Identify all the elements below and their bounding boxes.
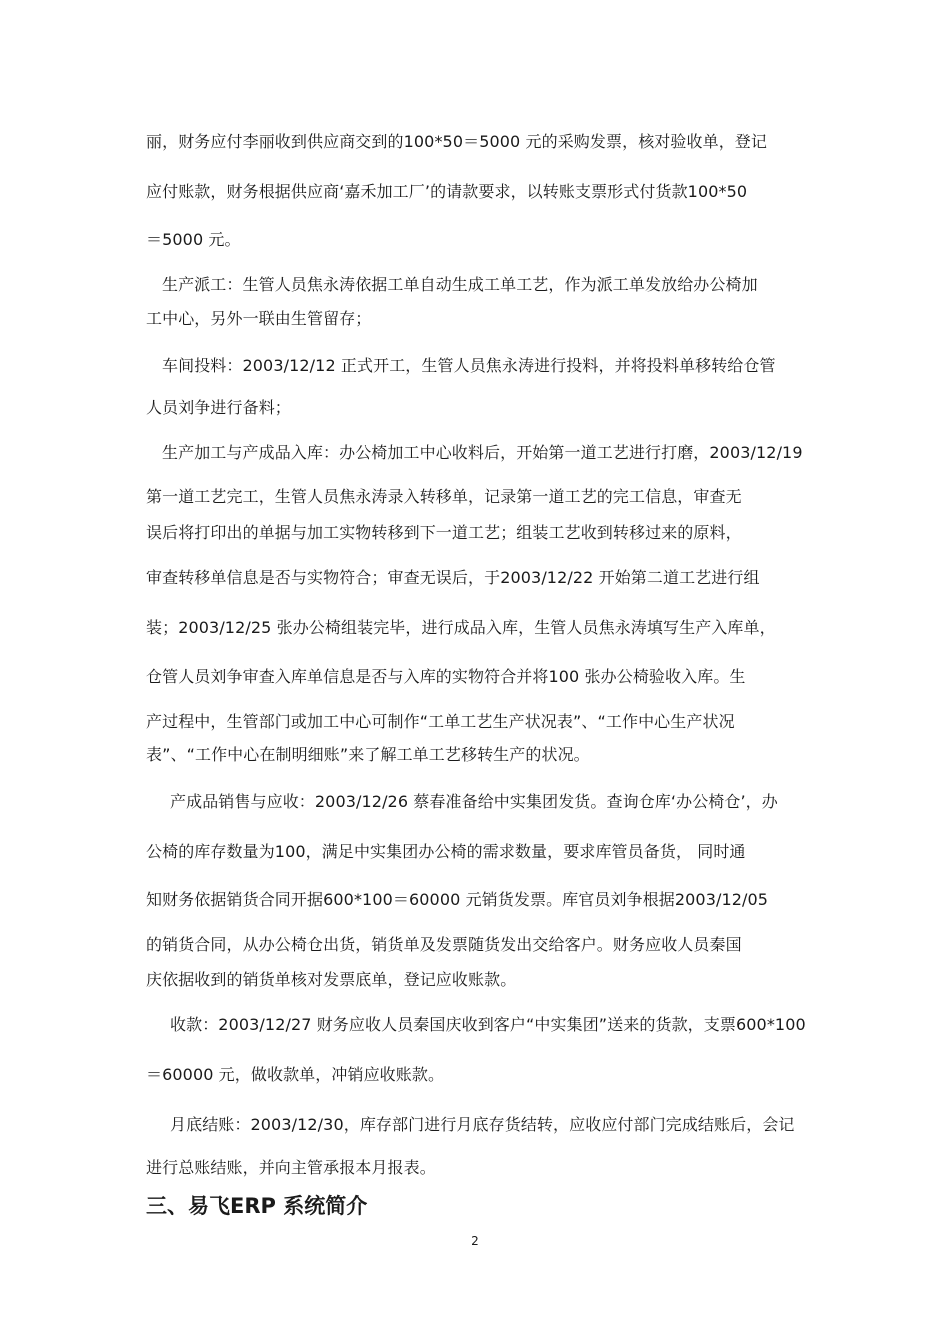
text-line: 丽，财务应付李丽收到供应商交到的100*50＝5000 元的采购发票，核对验收单，登记 (146, 132, 768, 151)
text-line: 的销货合同，从办公椅仓出货，销货单及发票随货发出交给客户。财务应收人员秦国 (146, 935, 742, 954)
text-line: 收款：2003/12/27 财务应收人员秦国庆收到客户“中实集团”送来的货款，支票600*100 (170, 1015, 806, 1034)
text-line: 公椅的库存数量为100，满足中实集团办公椅的需求数量，要求库管员备货， 同时通 (146, 842, 746, 861)
text-line: 审查转移单信息是否与实物符合；审查无误后，于2003/12/22 开始第二道工艺进行组 (146, 568, 760, 587)
text-line: 第一道工艺完工，生管人员焦永涛录入转移单，记录第一道工艺的完工信息，审查无 (146, 487, 742, 506)
section-heading: 三、易飞ERP 系统简介 (146, 1194, 368, 1218)
text-line: 月底结账：2003/12/30，库存部门进行月底存货结转，应收应付部门完成结账后，会记 (170, 1115, 795, 1134)
text-line: 庆依据收到的销货单核对发票底单，登记应收账款。 (146, 970, 517, 989)
text-line: 人员刘争进行备料； (146, 398, 291, 417)
text-line: 应付账款，财务根据供应商‘嘉禾加工厂’的请款要求，以转账支票形式付货款100*50 (146, 182, 748, 201)
text-line: 进行总账结账，并向主管承报本月报表。 (146, 1158, 436, 1177)
text-line: 工中心，另外一联由生管留存； (146, 309, 372, 328)
text-line: 车间投料：2003/12/12 正式开工，生管人员焦永涛进行投料，并将投料单移转给仓管 (162, 356, 776, 375)
text-line: 知财务依据销货合同开据600*100＝60000 元销货发票。库官员刘争根据2003/12/05 (146, 890, 769, 909)
text-line: 产过程中，生管部门或加工中心可制作“工单工艺生产状况表”、“工作中心生产状况 (146, 712, 735, 731)
text-line: 装；2003/12/25 张办公椅组装完毕，进行成品入库，生管人员焦永涛填写生产入库单， (146, 618, 776, 637)
page-number: 2 (471, 1234, 479, 1248)
text-line: ＝60000 元，做收款单，冲销应收账款。 (146, 1065, 445, 1084)
text-line: 生产加工与产成品入库：办公椅加工中心收料后，开始第一道工艺进行打磨，2003/12/19 (162, 443, 803, 462)
text-line: 仓管人员刘争审查入库单信息是否与入库的实物符合并将100 张办公椅验收入库。生 (146, 667, 746, 686)
text-line: ＝5000 元。 (146, 230, 241, 249)
text-line: 表”、“工作中心在制明细账”来了解工单工艺移转生产的状况。 (146, 745, 590, 764)
text-line: 误后将打印出的单据与加工实物转移到下一道工艺；组装工艺收到转移过来的原料， (146, 523, 742, 542)
text-line: 生产派工：生管人员焦永涛依据工单自动生成工单工艺，作为派工单发放给办公椅加 (162, 275, 758, 294)
text-line: 产成品销售与应收：2003/12/26 蔡春准备给中实集团发货。查询仓库‘办公椅仓’，办 (170, 792, 778, 811)
